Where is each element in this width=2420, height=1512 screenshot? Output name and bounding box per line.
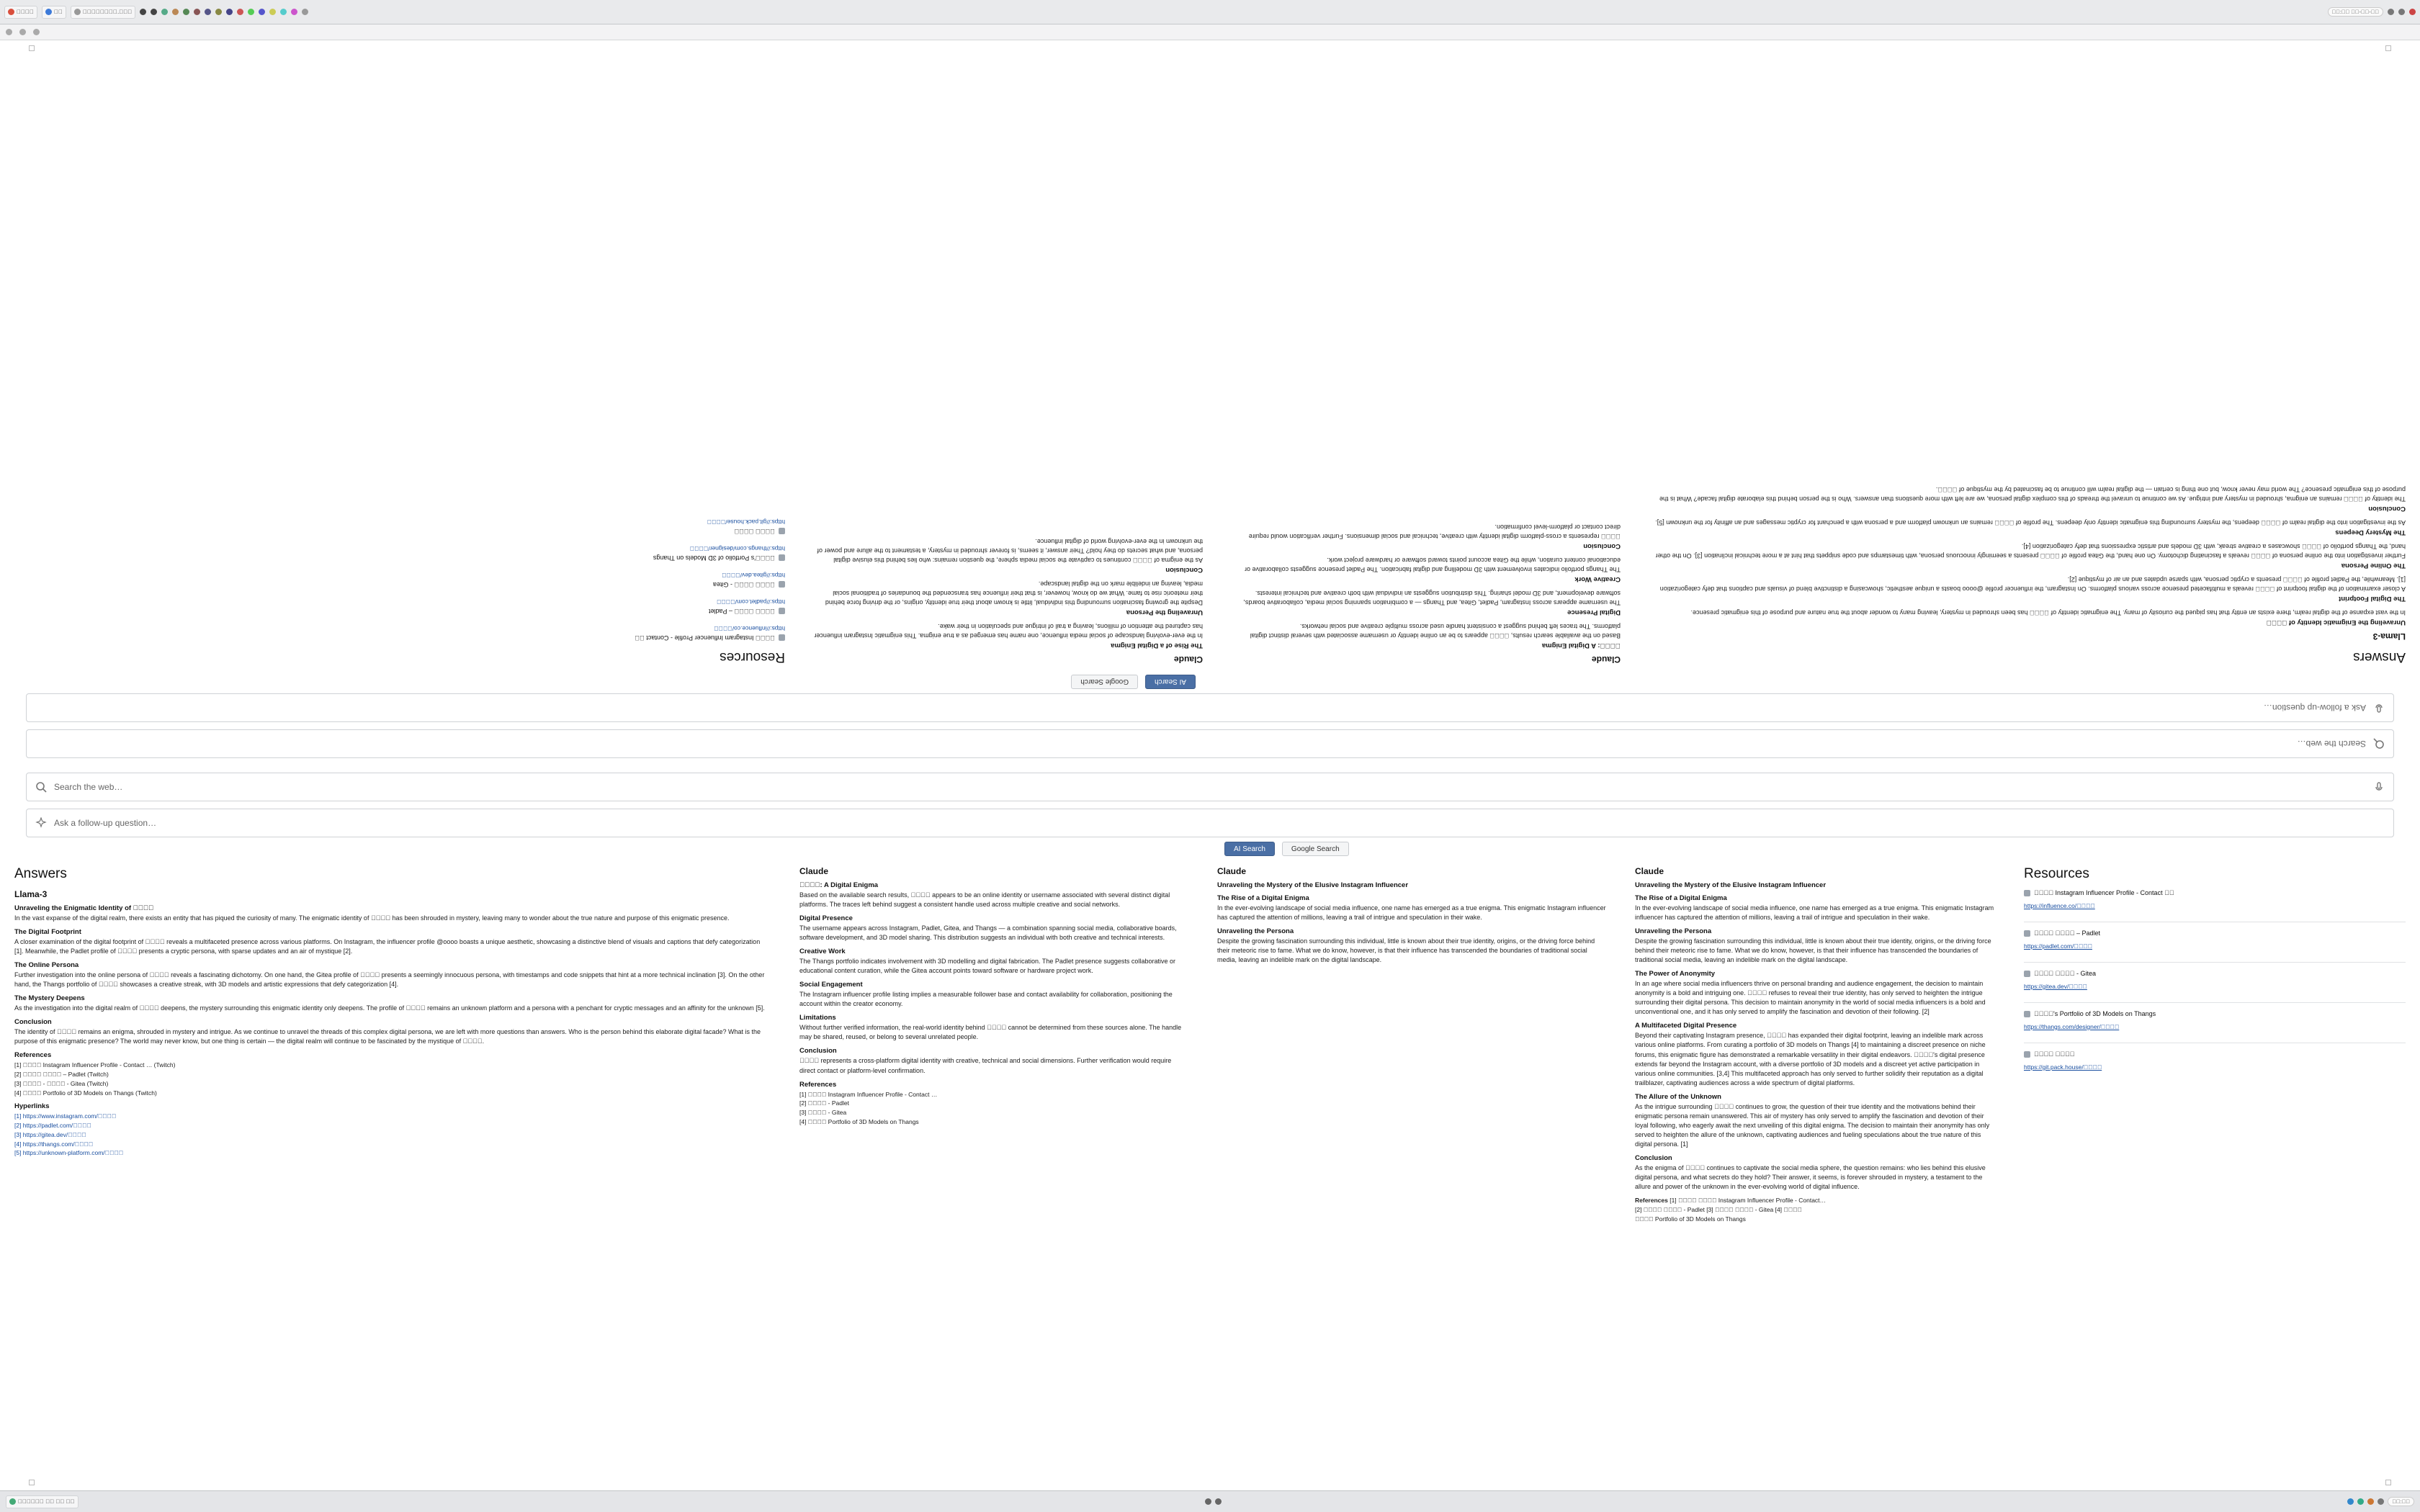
followup-input[interactable]: [26, 809, 2394, 837]
tab-favicon-icon: [45, 9, 52, 15]
section-body:      represents a cross-platform digital identity with creative, technical and social dimensions. Further verification would require direct contact or platform-level confirmation.: [1248, 523, 1621, 540]
section-body: A closer examination of the digital footprint of      reveals a multifaceted presence across various platforms. On Instagram, the influencer profile @oooo boasts a unique aesthetic, showcasing a distinctive blend of visuals and captions that defy categorization [1]. Meanwhile, the Padlet profile of      presents a cryptic persona, with sparse updates and an air of mystique [2].: [14, 938, 761, 955]
footer-right-icon[interactable]: [29, 45, 35, 51]
section-body: Beyond their captivating Instagram presence,      has expanded their digital footprint, leaving an indelible mark across various online platforms. From curating a portfolio of 3D models on Thangs [4] to maintaining a discreet presence on niche forums, this enigmatic figure has demonstrated a remarkable versatility in their digital endeavors.     's digital presence extends far beyond the Instagram account, with a diverse portfolio of 3D models and a discreet yet active participation in various online communities. [3,4] This multifaceted approach has only served to further solidify their reputation as a digital trailblazer, captivating audiences across a wide spectrum of digital platforms.: [1635, 1032, 1986, 1086]
site-thumbnail-icon: [2024, 1051, 2030, 1058]
resource-url[interactable]: https://gitea.dev/    : [2024, 983, 2087, 990]
claude-column: [785, 866, 1203, 1490]
close-icon[interactable]: [2409, 9, 2416, 15]
microphone-icon: [2373, 702, 2385, 714]
browser-chrome-toolbar[interactable]: [0, 0, 2420, 24]
hyperlink-item[interactable]: [3] https://gitea.dev/    : [14, 1130, 86, 1138]
section-heading: The Online Persona: [14, 961, 79, 970]
hyperlink-item[interactable]: [5] https://unknown-platform.com/    : [14, 1149, 124, 1157]
search-placeholder: Search the web…: [2297, 739, 2366, 749]
minimize-icon[interactable]: [2388, 9, 2394, 15]
section-heading: The Rise of a Digital Enigma: [1111, 642, 1203, 649]
section-heading:     : A Digital Enigma: [1541, 642, 1621, 649]
section-heading: Unraveling the Persona: [1635, 927, 1712, 936]
folder-icon[interactable]: [33, 29, 40, 35]
app-icon: [9, 1498, 16, 1505]
section-body: A closer examination of the digital footprint of      reveals a multifaceted presence across various platforms. On Instagram, the influencer profile @oooo boasts a unique aesthetic, showcasing a distinctive blend of visuals and captions that defy categorization [1]. Meanwhile, the Padlet profile of      presents a cryptic persona, with sparse updates and an air of mystique [2].: [1659, 575, 2406, 593]
resource-title:      Instagram Influencer Profile - Contact   : [635, 634, 775, 642]
microphone-icon[interactable]: [2373, 781, 2385, 793]
home-icon[interactable]: [172, 9, 179, 15]
section-body: The username appears across Instagram, Padlet, Gitea, and Thangs — a combination spanning social media, collaborative boards, software development, and 3D model sharing. This distribution suggests an individual with both creative and technical interests.: [1243, 589, 1621, 606]
reload-icon[interactable]: [161, 9, 168, 15]
answers-column-mirror: [1635, 40, 2420, 665]
ai-search-button[interactable]: AI Search: [1145, 675, 1196, 689]
bookmark-icon[interactable]: [183, 9, 189, 15]
references-heading: References: [1635, 1197, 1668, 1205]
browser-bookmarks-bar[interactable]: [0, 24, 2420, 40]
reference-item: [3]      -      - Gitea (Twitch): [14, 1079, 109, 1087]
site-thumbnail-icon: [779, 634, 785, 641]
section-body: In the ever-evolving landscape of social media influence, one name has emerged as a true enigma. This enigmatic Instagram influencer has captured the attention of millions, leaving a trail of intrigue and speculation in their wake.: [1635, 904, 1994, 922]
hyperlink-item[interactable]: [2] https://padlet.com/    : [14, 1122, 91, 1130]
page-footer-mirror: [0, 43, 2420, 53]
footer-right-icon[interactable]: [2385, 1480, 2391, 1485]
shield-icon[interactable]: [291, 9, 297, 15]
google-search-button[interactable]: Google Search: [1071, 675, 1138, 689]
search-actions[interactable]: [1224, 842, 1349, 856]
section-body: As the enigma of      continues to captivate the social media sphere, the question remains: who lies behind this elusive digital persona, and what secrets do they hold? Their answer, it seems, is forever shrouded in mystery, a testament to the allure and power of the unknown in the ever-evolving world of digital influence.: [1635, 1164, 1986, 1191]
mirrored-page-copy: [0, 40, 2420, 765]
section-heading: Unraveling the Mystery of the Elusive Instagram Influencer: [1635, 881, 1827, 889]
section-body: Despite the growing fascination surrounding this individual, little is known about their true identity, origins, or the driving force behind their meteoric rise to fame. What we do know, however, is that their influence has transcended the boundaries of traditional social media, leaving an indelible mark on the digital landscape.: [1217, 937, 1595, 964]
section-body: The Instagram influencer profile listing implies a measurable follower base and contact availability for collaboration, positioning the account within the creator economy.: [799, 991, 1173, 1008]
model-name-claude: Claude: [1591, 654, 1621, 665]
ai-search-button[interactable]: AI Search: [1224, 842, 1275, 856]
results-columns: [0, 866, 2420, 1490]
sparkle-icon: [35, 817, 47, 829]
resource-url[interactable]: https://padlet.com/    : [717, 598, 785, 606]
resource-url[interactable]: https://influence.co/    : [2024, 902, 2095, 909]
extension-icon[interactable]: [194, 9, 200, 15]
resource-title:          : [2034, 1050, 2075, 1058]
resource-url[interactable]: https://thangs.com/designer/    : [689, 545, 785, 552]
site-thumbnail-icon: [2024, 1011, 2030, 1017]
tab-chip[interactable]: [42, 6, 66, 19]
section-heading: Limitations: [799, 1014, 836, 1022]
search-placeholder: Search the web…: [54, 782, 123, 792]
search-input[interactable]: [26, 773, 2394, 801]
resource-item[interactable]: [403, 598, 785, 615]
model-name-claude: Claude: [799, 866, 829, 876]
forward-icon[interactable]: [151, 9, 157, 15]
section-body: Further investigation into the online persona of      reveals a fascinating dichotomy. On one hand, the Gitea profile of      presents a seemingly innocuous persona, with timestamps and code snippets that hint at a more technical inclination [3]. On the other hand, the Thangs portfolio of      showcases a creative streak, with 3D models and artistic expressions that defy categorization [4].: [1655, 542, 2406, 559]
divider: [2024, 1002, 2406, 1003]
claude-long-column: [1621, 866, 2009, 1490]
site-thumbnail-icon: [2024, 930, 2030, 937]
tab-favicon-icon: [8, 9, 14, 15]
grid-icon[interactable]: [302, 9, 308, 15]
reference-item: [3]      - Gitea: [799, 1109, 847, 1117]
section-body: In an age where social media influencers thrive on personal branding and audience engagement, the decision to maintain anonymity is a bold and intriguing one.      refuses to reveal their true identity, has only served to heighten the intrigue surrounding their digital persona. This decision to maintain anonymity in the world of social media influencers is a bold and unconventional one, and it has only served to amplify the fascination and devotion of their following. [2]: [1635, 980, 1986, 1016]
taskbar-clock:   :  : [2388, 1497, 2414, 1506]
search-input-secondary[interactable]: [26, 693, 2394, 722]
resource-title:          : [734, 528, 775, 535]
reference-item: [1]           Instagram Influencer Profile - Contact…: [1670, 1197, 1827, 1205]
section-heading: Conclusion: [14, 1018, 52, 1027]
divider: [2024, 962, 2406, 963]
resource-title:           – Padlet: [2034, 930, 2101, 937]
section-body: Despite the growing fascination surrounding this individual, little is known about their true identity, origins, or the driving force behind their meteoric rise to fame. What we do know, however, is that their influence has transcended the boundaries of traditional social media, leaving an indelible mark on the digital landscape.: [1635, 937, 1991, 964]
claude2-column-mirror: [799, 40, 1217, 665]
sync-icon[interactable]: [280, 9, 287, 15]
section-body: Without further verified information, the real-world identity behind      cannot be determined from these sources alone. The handle may be shared, reused, or belong to several unrelated people.: [799, 1024, 1182, 1041]
download-icon[interactable]: [226, 9, 233, 15]
section-heading: Creative Work: [799, 948, 846, 956]
followup-placeholder: Ask a follow-up question…: [54, 818, 157, 828]
model-name-claude-secondary: Claude: [1217, 866, 1247, 876]
section-body: In the vast expanse of the digital realm, there exists an entity that has piqued the curiosity of many. The enigmatic identity of      has been shrouded in mystery, leaving many to wonder about the true nature and purpose of this enigmatic presence.: [1690, 609, 2406, 616]
section-body: As the enigma of      continues to captivate the social media sphere, the question remains: who lies behind this elusive digital persona, and what secrets do they hold? Their answer, it seems, is forever shrouded in mystery, a testament to the allure and power of the unknown in the ever-evolving world of digital influence.: [817, 537, 1203, 564]
section-heading: Conclusion: [2368, 504, 2406, 513]
answers-column: [0, 866, 785, 1490]
model-name-claude-2: Claude: [1173, 654, 1203, 665]
resource-item[interactable]: [403, 572, 785, 588]
site-thumbnail-icon: [2024, 890, 2030, 896]
section-heading: Social Engagement: [799, 981, 863, 989]
section-body: Based on the available search results,      appears to be an online identity or username associated with several distinct digital platforms. The traces left behind suggest a consistent handle used across multiple creative and social networks.: [799, 891, 1170, 909]
search-icon: [2373, 738, 2385, 750]
chrome-status:   :     -  -  : [2328, 7, 2383, 17]
section-body: The Thangs portfolio indicates involvement with 3D modelling and digital fabrication. The Padlet presence suggests collaborative or educational content curation, while the Gitea account points toward software or hardware project work.: [799, 958, 1175, 975]
references-heading: References: [14, 1051, 52, 1060]
search-secondary-placeholder: Ask a follow-up question…: [2263, 703, 2366, 713]
section-heading: Unraveling the Mystery of the Elusive Instagram Influencer: [1217, 881, 1409, 889]
continuation-column: [1203, 866, 1621, 1490]
folder-icon[interactable]: [6, 29, 12, 35]
network-icon[interactable]: [2347, 1498, 2354, 1505]
folder-icon[interactable]: [19, 29, 26, 35]
reference-item:      Portfolio of 3D Models on Thangs: [1635, 1215, 1746, 1223]
back-icon[interactable]: [140, 9, 146, 15]
resource-url[interactable]: https://thangs.com/designer/    : [2024, 1023, 2120, 1030]
media-play-icon[interactable]: [1205, 1498, 1211, 1505]
resource-item[interactable]: [2024, 1050, 2406, 1073]
resources-heading: Resources: [720, 649, 785, 665]
resource-item[interactable]: [2024, 1010, 2406, 1032]
reference-item: [2]           - Padlet [3]           - Gitea [4]     : [1635, 1205, 1802, 1213]
resource-url[interactable]: https://influence.co/    : [714, 625, 785, 632]
main-page: [0, 765, 2420, 1490]
resource-title:     's Portfolio of 3D Models on Thangs: [653, 554, 775, 562]
references-inline: [1635, 1196, 1995, 1205]
site-thumbnail-icon: [779, 528, 785, 534]
reference-item: [2]      - Padlet: [799, 1099, 849, 1107]
site-thumbnail-icon: [779, 554, 785, 561]
resource-title:           - Gitea: [2034, 970, 2097, 977]
section-heading: Conclusion: [799, 1047, 837, 1056]
section-heading: The Mystery Deepens: [2335, 528, 2406, 536]
section-body: In the vast expanse of the digital realm, there exists an entity that has piqued the curiosity of many. The enigmatic identity of      has been shrouded in mystery, leaving many to wonder about the true nature and purpose of this enigmatic presence.: [14, 914, 730, 922]
section-heading: The Power of Anonymity: [1635, 970, 1716, 978]
section-heading: The Online Persona: [2341, 561, 2406, 570]
site-thumbnail-icon: [779, 581, 785, 588]
menu-icon[interactable]: [215, 9, 222, 15]
tab-label:   : [54, 9, 63, 15]
section-heading: Unraveling the Persona: [1126, 608, 1203, 616]
section-heading: Conclusion: [1583, 541, 1621, 550]
account-icon[interactable]: [259, 9, 265, 15]
resource-title:           – Padlet: [708, 608, 775, 615]
answers-heading: Answers: [2353, 649, 2406, 665]
resource-url[interactable]: https://git.pack.house/    : [2024, 1063, 2102, 1071]
search-input-primary[interactable]: [26, 729, 2394, 758]
resource-title:           - Gitea: [712, 581, 775, 588]
reference-item: [1]      Instagram Influencer Profile - Contact …: [799, 1090, 938, 1098]
section-body: The Thangs portfolio indicates involvement with 3D modelling and digital fabrication. The Padlet presence suggests collaborative or educational content curation, while the Gitea account points toward software or hardware project work.: [1245, 556, 1621, 573]
section-body: The identity of      remains an enigma, shrouded in mystery and intrigue. As we continue to unravel the threads of this complex digital persona, we are left with more questions than answers. Who is the person behind this elaborate digital facade? What is the purpose of this enigmatic presence? The world may never know, but one thing is certain — the digital realm will continue to be fascinated by the mystique of     .: [1659, 485, 2406, 503]
section-heading: The Rise of a Digital Enigma: [1635, 894, 1727, 902]
hyperlink-item[interactable]: [1] https://www.instagram.com/    : [14, 1112, 117, 1120]
section-heading: Unraveling the Persona: [1217, 927, 1294, 936]
google-search-button[interactable]: Google Search: [1282, 842, 1349, 856]
section-heading: Conclusion: [1165, 565, 1203, 574]
section-heading: Unraveling the Enigmatic Identity of     : [14, 904, 154, 912]
footer-left-icon[interactable]: [29, 1480, 35, 1485]
resources-column: [2009, 866, 2420, 1490]
profile-icon[interactable]: [205, 9, 211, 15]
taskbar-window-label:                : [18, 1498, 75, 1505]
section-body: Based on the available search results,      appears to be an online identity or username associated with several distinct digital platforms. The traces left behind suggest a consistent handle used across multiple creative and social networks.: [1250, 622, 1621, 639]
battery-icon[interactable]: [2367, 1498, 2374, 1505]
resource-url[interactable]: https://gitea.dev/    : [722, 572, 785, 579]
search-button-row[interactable]: [1071, 675, 1196, 689]
resource-url[interactable]: https://git.pack.house/    : [707, 518, 785, 526]
notification-icon[interactable]: [2378, 1498, 2384, 1505]
lock-icon: [74, 9, 81, 15]
section-body: In the ever-evolving landscape of social media influence, one name has emerged as a true enigma. This enigmatic Instagram influencer has captured the attention of millions, leaving a trail of intrigue and speculation in their wake.: [1217, 904, 1606, 922]
section-body: In the ever-evolving landscape of social media influence, one name has emerged as a true enigma. This enigmatic Instagram influencer has captured the attention of millions, leaving a trail of intrigue and speculation in their wake.: [814, 622, 1203, 639]
section-body: As the investigation into the digital realm of      deepens, the mystery surrounding this enigmatic identity only deepens. The profile of      remains an unknown platform and a persona with a penchant for cryptic messages and an affinity for the unknown [5].: [1655, 518, 2406, 526]
section-body: Further investigation into the online persona of      reveals a fascinating dichotomy. On one hand, the Gitea profile of      presents a seemingly innocuous persona, with timestamps and code snippets that hint at a more technical inclination [3]. On the other hand, the Thangs portfolio of      showcases a creative streak, with 3D models and artistic expressions that defy categorization [4].: [14, 971, 765, 989]
media-pause-icon[interactable]: [1215, 1498, 1222, 1505]
address-text:         .   : [83, 9, 133, 15]
resource-item[interactable]: [2024, 930, 2406, 952]
reference-item: [1]      Instagram Influencer Profile - Contact … (Twitch): [14, 1061, 176, 1069]
hyperlink-item[interactable]: [4] https://thangs.com/    : [14, 1140, 94, 1148]
resource-item[interactable]: [2024, 970, 2406, 992]
volume-icon[interactable]: [2357, 1498, 2364, 1505]
section-heading: The Rise of a Digital Enigma: [1217, 894, 1309, 902]
section-heading: Conclusion: [1635, 1153, 1672, 1162]
model-name-llama-3: Llama-3: [14, 889, 48, 899]
section-body: The username appears across Instagram, Padlet, Gitea, and Thangs — a combination spanning social media, collaborative boards, software development, and 3D model sharing. This distribution suggests an individual with both creative and technical interests.: [799, 924, 1177, 942]
reference-item: [2]           – Padlet (Twitch): [14, 1071, 109, 1079]
section-body: As the intrigue surrounding      continues to grow, the question of their true identity and the motivations behind their enigmatic persona remain unanswered. This air of mystery has only served to amplify the fascination and devotion of their loyal following, who eagerly await the next unveiling of this digital enigma. The decision to maintain their anonymity has only served to heighten the allure of the unknown, captivating audiences and fueling speculations about the true nature of this digital persona. [1]: [1635, 1102, 1990, 1148]
resource-item[interactable]: [403, 625, 785, 642]
reference-item: [4]      Portfolio of 3D Models on Thangs: [799, 1117, 919, 1125]
tab-chip[interactable]: [4, 6, 37, 19]
section-body: Despite the growing fascination surrounding this individual, little is known about their true identity, origins, or the driving force behind their meteoric rise to fame. What we do know, however, is that their influence has transcended the boundaries of traditional social media, leaving an indelible mark on the digital landscape.: [825, 580, 1203, 606]
section-heading: Digital Presence: [1567, 608, 1621, 616]
content-columns: [0, 40, 2420, 665]
page-footer: [0, 1477, 2420, 1488]
section-body:      represents a cross-platform digital identity with creative, technical and social dimensions. Further verification would require direct contact or platform-level confirmation.: [799, 1057, 1172, 1074]
resources-heading: Resources: [2024, 866, 2089, 881]
claude-column-mirror: [1217, 40, 1635, 665]
section-heading: The Digital Footprint: [14, 928, 81, 937]
os-taskbar[interactable]: [0, 1490, 2420, 1512]
references-heading: References: [799, 1080, 837, 1089]
answers-heading: Answers: [14, 866, 67, 881]
section-heading: Digital Presence: [799, 914, 853, 923]
resource-item[interactable]: [403, 545, 785, 562]
settings-icon[interactable]: [248, 9, 254, 15]
resource-title:     's Portfolio of 3D Models on Thangs: [2034, 1010, 2156, 1017]
section-heading: A Multifaceted Digital Presence: [1635, 1022, 1737, 1030]
section-heading: Unraveling the Enigmatic Identity of     : [2266, 618, 2406, 626]
hyperlinks-heading: Hyperlinks: [14, 1102, 50, 1111]
site-thumbnail-icon: [779, 608, 785, 614]
resource-item[interactable]: [2024, 889, 2406, 912]
resource-title:      Instagram Influencer Profile - Contact   : [2034, 889, 2174, 896]
site-thumbnail-icon: [2024, 971, 2030, 977]
model-name-llama: Llama-3: [2372, 631, 2406, 642]
notes-icon[interactable]: [269, 9, 276, 15]
section-heading: The Digital Footprint: [2339, 594, 2406, 603]
search-icon: [35, 781, 47, 793]
section-body: As the investigation into the digital realm of      deepens, the mystery surrounding this enigmatic identity only deepens. The profile of      remains an unknown platform and a persona with a penchant for cryptic messages and an affinity for the unknown [5].: [14, 1004, 765, 1012]
tab-label:     : [17, 9, 34, 15]
section-heading: The Mystery Deepens: [14, 994, 85, 1003]
address-bar[interactable]: [71, 6, 135, 19]
resource-item[interactable]: [403, 518, 785, 535]
footer-left-icon[interactable]: [2385, 45, 2391, 51]
history-icon[interactable]: [237, 9, 243, 15]
section-heading: The Allure of the Unknown: [1635, 1092, 1721, 1101]
section-body: The identity of      remains an enigma, shrouded in mystery and intrigue. As we continue to unravel the threads of this complex digital persona, we are left with more questions than answers. Who is the person behind this elaborate digital facade? What is the purpose of this enigmatic presence? The world may never know, but one thing is certain — the digital realm will continue to be fascinated by the mystique of     .: [14, 1028, 761, 1045]
resource-url[interactable]: https://padlet.com/    : [2024, 942, 2092, 950]
model-name-claude-long: Claude: [1635, 866, 1664, 876]
maximize-icon[interactable]: [2398, 9, 2405, 15]
reference-item: [4]      Portfolio of 3D Models on Thangs (Twitch): [14, 1089, 157, 1097]
taskbar-window-button[interactable]: [6, 1495, 79, 1508]
section-heading: Creative Work: [1574, 575, 1621, 583]
section-heading:     : A Digital Enigma: [799, 881, 879, 889]
resources-column-mirror: [389, 40, 799, 665]
